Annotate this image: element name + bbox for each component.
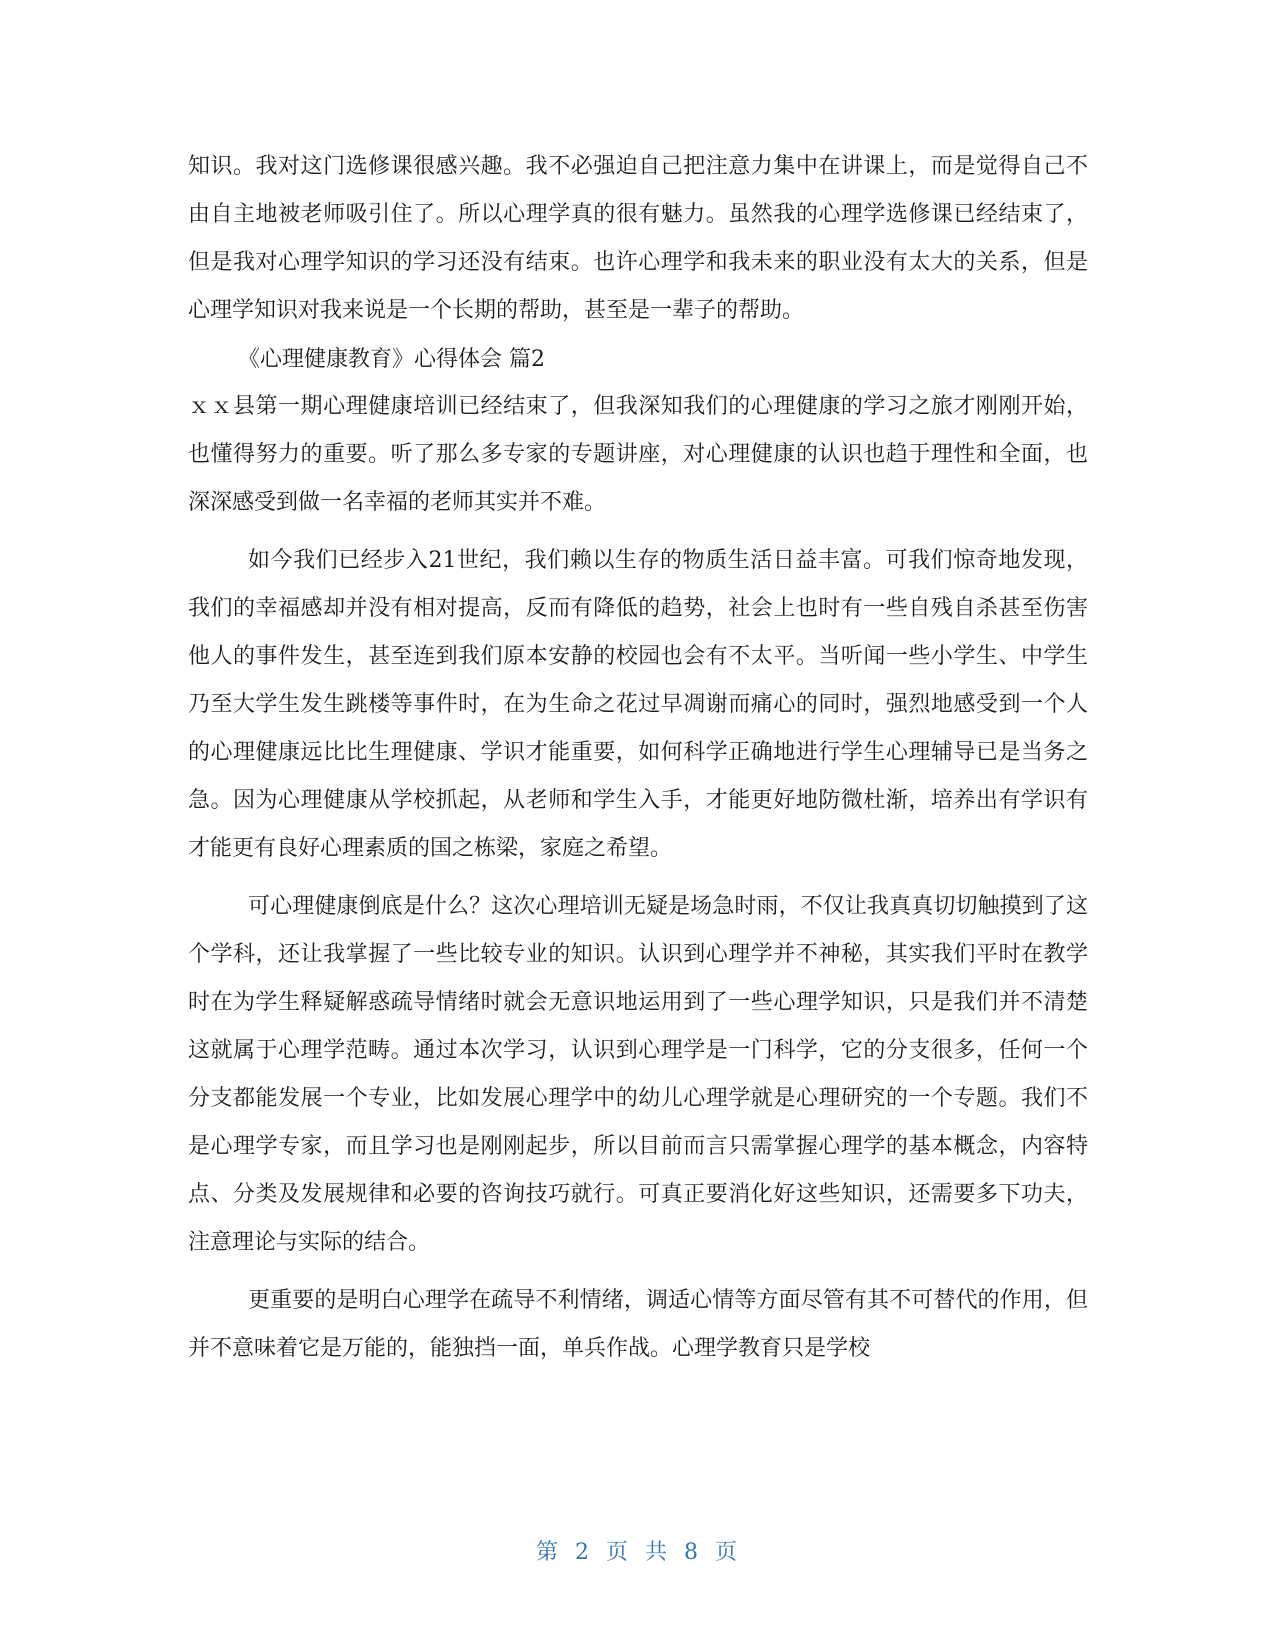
paragraph-intro: ｘｘ县第一期心理健康培训已经结束了，但我深知我们的心理健康的学习之旅才刚刚开始，也懂得努力的重要。听了那么多专家的专题讲座，对心理健康的认识也趋于理性和全面，也深深感受到做一名幸福的老师其实并不难。 [188,394,1088,515]
paragraph-body-2: 可心理健康倒底是什么？这次心理培训无疑是场急时雨，不仅让我真真切切触摸到了这个学科，还让我掌握了一些比较专业的知识。认识到心理学并不神秘，其实我们平时在教学时在为学生释疑解惑疏导情绪时就会无意识地运用到了一些心理学知识，只是我们并不清楚这就属于心理学范畴。通过本次学习，认识到心理学是一门科学，它的分支很多，任何一个分支都能发展一个专业，比如发展心理学中的幼儿心理学就是心理研究的一个专题。我们不是心理学专家，而且学习也是刚刚起步，所以目前而言只需掌握心理学的基本概念，内容特点、分类及发展规律和必要的咨询技巧就行。可真正要消化好这些知识，还需要多下功夫，注意理论与实际的结合。 [188,894,1088,1255]
paragraph-body-3: 更重要的是明白心理学在疏导不利情绪，调适心情等方面尽管有其不可替代的作用，但并不意味着它是万能的，能独挡一面，单兵作战。心理学教育只是学校 [188,1288,1088,1361]
page-footer: 第 2 页 共 8 页 [536,1540,739,1565]
paragraph-continuation: 知识。我对这门选修课很感兴趣。我不必强迫自己把注意力集中在讲课上，而是觉得自己不由自主地被老师吸引住了。所以心理学真的很有魅力。虽然我的心理学选修课已经结束了，但是我对心理学知识的学习还没有结束。也许心理学和我未来的职业没有太大的关系，但是心理学知识对我来说是一个长期的帮助，甚至是一辈子的帮助。 [188,154,1088,323]
document-body [188,143,1088,1373]
section-heading: 《心理健康教育》心得体会 篇2 [238,347,545,372]
paragraph-body-1: 如今我们已经步入21世纪，我们赖以生存的物质生活日益丰富。可我们惊奇地发现，我们的幸福感却并没有相对提高，反而有降低的趋势，社会上也时有一些自残自杀甚至伤害他人的事件发生，甚至连到我们原本安静的校园也会有不太平。当听闻一些小学生、中学生乃至大学生发生跳楼等事件时，在为生命之花过早凋谢而痛心的同时，强烈地感受到一个人的心理健康远比比生理健康、学识才能重要，如何科学正确地进行学生心理辅导已是当务之急。因为心理健康从学校抓起，从老师和学生入手，才能更好地防微杜渐，培养出有学识有才能更有良好心理素质的国之栋梁，家庭之希望。 [188,548,1088,861]
